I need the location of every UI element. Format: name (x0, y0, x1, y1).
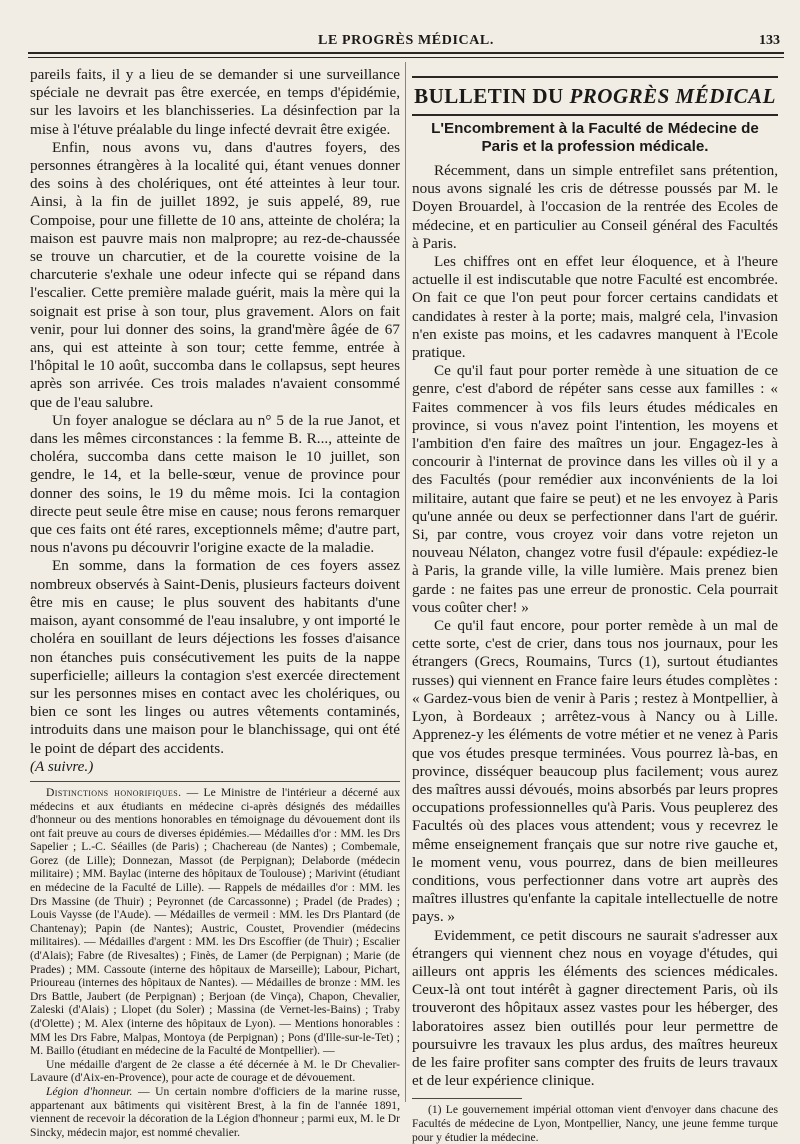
article-paragraph: En somme, dans la formation de ces foyers assez nombreux observés à Saint-Denis, plusieurs facteurs doivent être mis en cause; le plus souvent des habitants d'une maison, ayant consommé de l'eau insalubre, y ont importé le choléra en souillant de leurs déjections les fosses d'aisance non étanches puis consécutivement les puits de la nappe superficielle; ailleurs la contagion s'est exercée directement sur les personnes mises en contact avec les cholériques, ou bien ce sont les linges ou autres vêtements contaminés, introduits dans une maison pour le blanchissage, qui ont été le point de départ des accidents. (30, 557, 400, 757)
bulletin-paragraph: Récemment, dans un simple entrefilet sans prétention, nous avons signalé les cris de détresse poussés par M. le Doyen Brouardel, à l'occasion de la rentrée des Ecoles de médecine, et en particulier au Conseil général des Facultés à Paris. (412, 162, 778, 252)
right-column (412, 66, 778, 1144)
article-paragraph: Un foyer analogue se déclara au n° 5 de la rue Janot, et dans les mêmes circonstances : la femme B. R..., atteinte de choléra, succomba dans cette maison le 10 juillet, son gendre, le 14, et la belle-sœur, venue de province pour donner des soins, le 19 du même mois. Ici la contagion directe peut seule être mise en cause; nous ferons remarquer que ces faits ont été rares, exceptionnels même; d'autre part, nous n'avons pu découvrir l'origine exacte de la maladie. (30, 411, 400, 557)
legion-text: — Un certain nombre d'officiers de la marine russe, appartenant aux bâtiments qui visitèrent Brest, à la fin de l'année 1891, viennent de recevoir la décoration de la Légion d'honneur ; parmi eux, M. le Dr Sincky, médecin major, est nommé chevalier. (30, 1084, 400, 1139)
header-rule (28, 52, 784, 58)
article-paragraph: pareils faits, il y a lieu de se demander si une surveillance spéciale ne devrait pas être exercée, en temps d'épidémie, sur les lavoirs et les blanchisseries. La désinfection par la mise à l'étuve préalable du linge infecté devrait être exigée. (30, 66, 400, 138)
bulletin-paragraph: Ce qu'il faut encore, pour porter remède à un mal de cette sorte, c'est de crier, dans tous nos journaux, pour les étrangers (Grecs, Roumains, Turcs (1), surtout étudiantes russes) qui viennent en France faire leurs études complètes : « Gardez-vous bien de venir à Paris ; restez à Montpellier, à Lyon, à Bordeaux ; arrêtez-vous à Nancy ou à Lille. Apprenez-y les éléments de votre métier et ne venez à Paris que vos études presque terminées. Vous pourrez là-bas, en province, disséquer beaucoup plus facilement; vous aurez des maîtres aussi dévoués, moins absorbés par leurs propres occupations professionnelles qu'à Paris. Vous peuplerez des Facultés où des places vous attendent; vous y recevrez le même enseignement français que sur notre rive gauche et, le moment venu, vous pourrez, dans de bien meilleures conditions, vous perfectionner dans votre art auprès des maîtres illustres qu'enfante la capitale intellectuelle de notre pays. » (412, 617, 778, 926)
distinctions-paragraph-2: Une médaille d'argent de 2e classe a été décernée à M. le Dr Chevalier-Lavaure (d'Aix-en-Provence), pour acte de courage et de dévouement. (30, 1057, 400, 1085)
bulletin-title-prefix: BULLETIN DU (414, 84, 564, 108)
bulletin-paragraph: Evidemment, ce petit discours ne saurait s'adresser aux étrangers qui viennent chez nous en voyage d'études, qui ailleurs ont appris les éléments des sciences médicales. Ceux-là ont tout intérêt à gagner directement Paris, où ils trouveront des hôpitaux assez vastes pour les héberger, des laboratoires assez bien outillés pour leur permettre de poursuivre les travaux les plus ardus, des maîtres heureux de les faire profiter sans compter des fruits de leurs travaux et de leur expérience clinique. (412, 926, 778, 1090)
running-header (28, 30, 784, 52)
article-paragraph: Enfin, nous avons vu, dans d'autres foyers, des personnes étrangères à la localité qui, étant venues donner des soins à des cholériques, ont été atteintes à leur tour. Ainsi, à la fin de juillet 1892, je suis appelé, 89, rue Compoise, pour une fillette de 10 ans, atteinte de choléra; la maison est pauvre mais non malpropre; au rez-de-chaussée se trouve un charcutier, et de la courette voisine de la charcuterie s'exhale une odeur infecte qui se répand dans l'escalier. Cette première malade guérit, mais la mère qui la soignait est prise à son tour, plus gravement. Alors on fait venir, pour lui donner des soins, la grand'mère âgée de 67 ans, qui est atteinte à son tour; cette femme, entrée à l'hôpital le 10 août, succomba dans le collapsus, sept heures après son arrivée. Ces trois malades n'avaient consommé que de l'eau salubre. (30, 138, 400, 411)
bulletin-paragraph: Les chiffres ont en effet leur éloquence, et à l'heure actuelle il est indiscutable que notre Faculté est encombrée. On fait ce que l'on peut pour forcer certains candidats et candidates à rester à la porte; mais, malgré cela, l'invasion n'en existe pas moins, et les cadavres manquent à l'Ecole pratique. (412, 253, 778, 362)
to-be-continued: (A suivre.) (30, 757, 94, 775)
left-column (30, 66, 400, 1139)
journal-title: LE PROGRÈS MÉDICAL. (318, 33, 494, 48)
article-subtitle: L'Encombrement à la Faculté de Médecine de Paris et la profession médicale. (431, 120, 759, 155)
distinctions-text: — Le Ministre de l'intérieur a décerné aux médecins et aux étudiants en médecine ci-après désignés des médailles d'honneur ou des mentions honorables en témoignage du dévouement dont ils ont fait preuve au cours de diverses épidémies.— Médailles d'or : MM. les Drs Sapelier ; L.-C. Séailles (de Paris) ; Chachereau (de Nantes) ; Combemale, Gorez (de Lille); Donnezan, Massot (de Perpignan); Delaborde (médecin militaire) ; MM. Baylac (interne des hôpitaux de Toulouse) ; Marivint (étudiant en médecine de la Faculté de Lille). — Rappels de médailles d'or : MM. les Drs Massine (de Thuir) ; Peyronnet (de Carcassonne) ; Pradel (de Prades) ; Louis Vaysse (de l'Aude). — Médailles de vermeil : MM. les Drs Plantard (de Chantenay); Papin (de Nantes); Austric, Coustet, Provendier (médecins militaires). — Médailles d'argent : MM. les Drs Escoffier (de Thuir) ; Escalier (d'Alais); Fabre (de Rivesaltes) ; Finès, de Lamer (de Perpignan) ; Marie (de Prades) ; MM. Cassoute (interne des hôpitaux de Marseille); Labour, Pichart, Prioureau (internes des hôpitaux de Nantes). — Médailles de bronze : MM. les Drs Battle, Jaubert (de Perpignan) ; Berjoan (de Vinça), Chapon, Chevalier, Zaleski (d'Alais) ; Llopet (du Soler) ; Massina (de Vernet-les-Bains) ; Traby (d'Olette) ; M. Alex (interne des hôpitaux de Lyon). — Mentions honorables : MM les Drs Fabre, Malpas, Montoya (de Perpignan) ; Pons (d'Ille-sur-le-Tet) ; M. Baillo (étudiant en médecine de la Faculté de Montpellier). — (30, 785, 400, 1058)
bulletin-paragraph: Ce qu'il faut pour porter remède à une situation de ce genre, c'est d'abord de répéter sans cesse aux familles : « Faites commencer à vos fils leurs études médicales en province, si vous n'avez point l'intention, les moyens et l'ambition d'en faire des maîtres un jour. Engagez-les à concourir à l'internat de province dans les villes où il y a des Facultés (pour remédier aux inconvénients de la loi militaire, autant que faire se peut) et ne les envoyez à Paris qu'une année ou deux se perfectionner dans l'art de guérir. Si, par contre, vous croyez voir dans votre rejeton un nouveau Nélaton, changez votre fusil d'épaule: expédiez-le à Paris, la grande ville, la ville lumière. Mais prenez bien garde : ne faites pas une erreur de pronostic. Cela pourrait vous coûter cher! » (412, 362, 778, 616)
bulletin-title-italic: PROGRÈS MÉDICAL (569, 84, 776, 108)
distinctions-label: Distinctions honorifiques. (46, 785, 182, 799)
distinctions-paragraph (30, 786, 400, 1058)
legion-paragraph (30, 1085, 400, 1139)
page-number: 133 (759, 33, 780, 48)
bulletin-title (412, 76, 778, 116)
column-divider (405, 62, 406, 1102)
section-rule (30, 781, 400, 782)
footnote-rule (412, 1098, 522, 1099)
legion-label: Légion d'honneur. (46, 1084, 133, 1098)
footnote: (1) Le gouvernement impérial ottoman vient d'envoyer dans chacune des Facultés de médecine de Lyon, Montpellier, Nancy, une jeune femme turque pour y étudier la médecine. (412, 1103, 778, 1144)
